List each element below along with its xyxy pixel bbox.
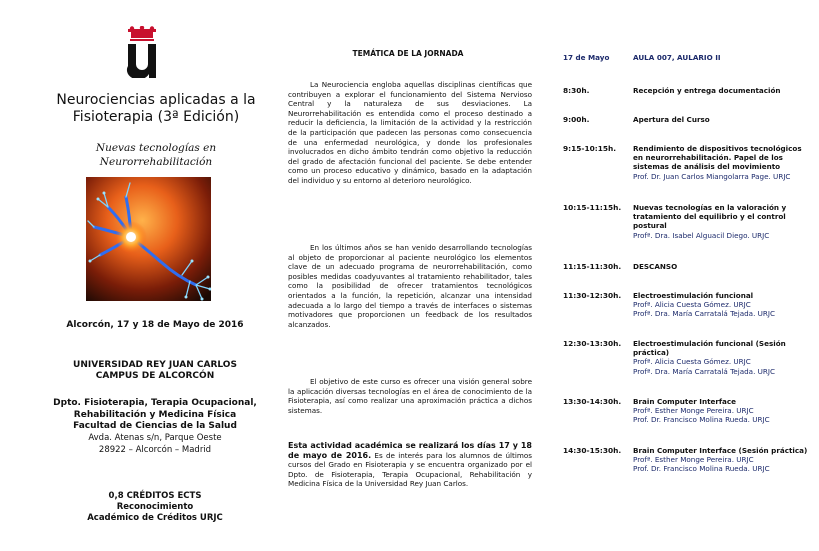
paragraph-technologies-text: En los últimos años se han venido desarrollando tecnologías al objeto de proporcionar al paciente neurológico los elementos clave de un adecuado programa de neurorrehabilitación, como posibles medidas coadyuvantes al tratamiento rehabilitador, tales como la posibilidad de ofrecer tratamientos tecnológicos orientados a la función, la repetición, alcanzar una intensidad adecuada a lo largo del tiempo a través de interfaces o sistemas motivadores que proporcionen un feedback de los resultados alcanzados. [288,243,532,329]
paragraph-objective-text: El objetivo de este curso es ofrecer una visión general sobre la aplicación diversas tecnologías en el área de conocimiento de la Fisioterapia, así como realizar una aproximación práctica a dichos sistemas. [288,377,532,415]
credits-line3: Académico de Créditos URJC [87,513,223,523]
schedule-room: AULA 007, AULARIO II [633,53,721,62]
event-dates: Alcorcón, 17 y 18 de Mayo de 2016 [66,320,244,330]
schedule-item [633,339,813,376]
course-title-line1: Neurociencias aplicadas a la [56,92,256,108]
schedule-item-speaker: Profª. Alicia Cuesta Gómez. URJC [633,300,751,310]
schedule-item-title: Apertura del Curso [633,115,710,124]
course-title [40,92,272,126]
schedule-date: 17 de Mayo [563,53,610,62]
schedule-item-speaker: Profª. Alicia Cuesta Gómez. URJC [633,357,751,367]
schedule-item-speaker: Profª. Esther Monge Pereira. URJC [633,455,754,465]
schedule-item [633,86,813,95]
schedule-time: 8:30h. [563,86,590,95]
course-subtitle-line2: Neurorrehabilitación [99,156,213,168]
section-heading: TEMÁTICA DE LA JORNADA [352,49,464,58]
university-line2: CAMPUS DE ALCORCÓN [95,371,215,381]
schedule-time: 9:00h. [563,115,590,124]
schedule-item-speaker: Profª. Esther Monge Pereira. URJC [633,406,754,416]
paragraph-activity [288,441,532,489]
address-line2: 28922 – Alcorcón – Madrid [98,444,212,455]
schedule-time: 13:30-14:30h. [563,397,622,406]
address [30,433,280,456]
schedule-item-title: Brain Computer Interface (Sesión práctica) [633,446,808,455]
schedule-item [633,291,813,319]
department-line1: Dpto. Fisioterapia, Terapia Ocupacional, [53,398,257,408]
schedule-item [633,115,813,124]
department [30,398,280,433]
schedule-item-speaker: Profª. Dra. María Carratalá Tejada. URJC [633,309,776,319]
schedule-item-title: Electroestimulación funcional (Sesión práctica) [633,339,786,358]
schedule-item [633,203,813,240]
course-title-line2: Fisioterapia (3ª Edición) [72,109,240,125]
schedule-time: 11:15-11:30h. [563,262,622,271]
paragraph-activity-text: Es de interés para los alumnos de últimos cursos del Grado en Fisioterapia y se encuentra organizado por el Dpto. de Fisioterapia, Terapia Ocupacional, Rehabilitación y Medicina Física de la Universidad Rey Juan Carlos. [288,450,532,489]
university-logo [122,26,162,78]
course-subtitle-line1: Nuevas tecnologías en [95,142,217,154]
paragraph-objective [288,377,532,415]
schedule-item-title: Rendimiento de dispositivos tecnológicos en neurorrehabilitación. Papel de los sistemas de análisis del movimiento [633,144,802,172]
department-line3: Facultad de Ciencias de la Salud [73,421,237,431]
schedule-item-speaker: Profª. Dra. Isabel Alguacil Diego. URJC [633,230,770,240]
department-line2: Rehabilitación y Medicina Física [73,409,237,420]
schedule-item [633,144,813,181]
schedule-item [633,397,813,425]
schedule-time: 10:15-11:15h. [563,203,622,212]
schedule-time: 11:30-12:30h. [563,291,622,300]
schedule-item-title: DESCANSO [633,262,678,271]
credits-line1: 0,8 CRÉDITOS ECTS [108,491,202,501]
credits-line2: Reconocimiento [116,502,194,512]
paragraph-activity-bold: Esta actividad académica se realizará los días 17 y 18 de mayo de 2016. [288,441,532,460]
paragraph-neuroscience [288,80,532,186]
schedule-item-title: Recepción y entrega documentación [633,86,781,95]
neuron-illustration [86,177,211,301]
schedule-item-title: Brain Computer Interface [633,397,737,406]
schedule-time: 14:30-15:30h. [563,446,622,455]
schedule-item-title: Nuevas tecnologías en la valoración y tratamiento del equilibrio y el control postural [633,203,787,231]
schedule-item-speaker: Prof. Dr. Francisco Molina Rueda. URJC [633,415,770,425]
schedule-item-speaker: Profª. Dra. María Carratalá Tejada. URJC [633,366,776,376]
university-name [30,360,280,382]
schedule-item-title: Electroestimulación funcional [633,291,754,300]
course-subtitle [40,141,272,169]
schedule-time: 12:30-13:30h. [563,339,622,348]
schedule-item-speaker: Prof. Dr. Juan Carlos Miangolarra Page. URJC [633,171,791,181]
credits-info [30,491,280,524]
address-line1: Avda. Atenas s/n, Parque Oeste [88,433,222,443]
schedule-item [633,446,813,474]
schedule-item [633,262,813,271]
paragraph-technologies [288,243,532,329]
university-line1: UNIVERSIDAD REY JUAN CARLOS [73,360,237,370]
paragraph-neuroscience-text: La Neurociencia engloba aquellas disciplinas científicas que contribuyen a explorar el funcionamiento del Sistema Nervioso Central y la naturaleza de sus desviaciones. La Neurorrehabilitación es entendida como el proceso destinado a reducir la deficiencia, la limitación de la actividad y la restricción de la participación que padecen las personas como consecuencia de una enfermedad neurológica, y donde los profesionales involucrados en dicho ámbito tendrán como objetivo la reducción del grado de afectación funcional del paciente. Se debe entender como un proceso educativo y dinámico, basado en la adaptación del individuo y su entorno al deterioro neurológico. [288,80,532,185]
schedule-time: 9:15-10:15h. [563,144,617,153]
schedule-item-speaker: Prof. Dr. Francisco Molina Rueda. URJC [633,464,770,474]
